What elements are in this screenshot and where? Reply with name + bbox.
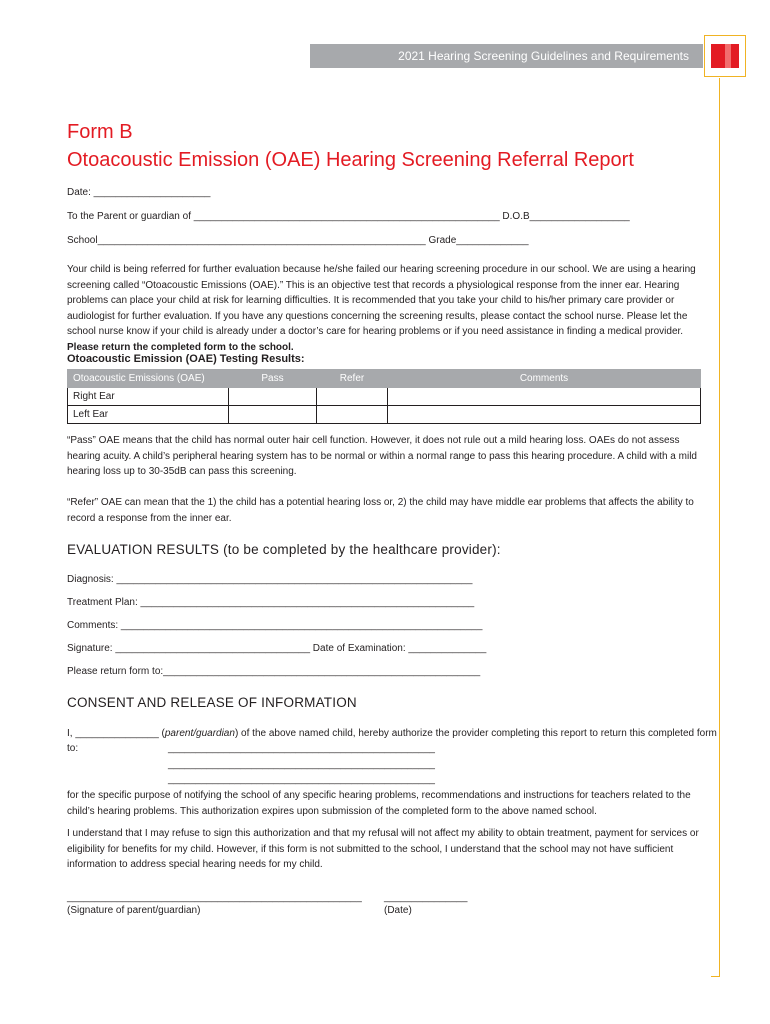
margin-rule-end: [711, 976, 720, 977]
refer-cell[interactable]: [317, 406, 388, 424]
column-header: Comments: [388, 370, 701, 388]
logo-highlight: [725, 44, 731, 68]
date-label: (Date): [384, 905, 412, 916]
table-row: [68, 388, 701, 406]
document-header: [310, 44, 703, 68]
consent-heading: CONSENT AND RELEASE OF INFORMATION: [67, 695, 357, 710]
return-address-line[interactable]: ________________________________________________: [168, 743, 435, 754]
row-label: Right Ear: [68, 388, 229, 406]
column-header: Refer: [317, 370, 388, 388]
parent-signature-label: (Signature of parent/guardian): [67, 905, 201, 916]
table-row: [68, 406, 701, 424]
results-heading: Otoacoustic Emission (OAE) Testing Results:: [67, 353, 305, 365]
refer-note: “Refer” OAE can mean that the 1) the child has a potential hearing loss or, 2) the child may have middle ear problems that affects the ability to record a response from the inner ear.: [67, 497, 694, 524]
form-label: Form B: [67, 121, 133, 143]
consent-understanding: I understand that I may refuse to sign this authorization and that my refusal will not affect my ability to obtain treatment, payment for services or eligibility for benefits for my child. However, if this form is not submitted to the school, I understand that the school may not have sufficient information to address special hearing needs for my child.: [67, 828, 699, 870]
intro-return-note: Please return the completed form to the school.: [67, 341, 294, 353]
parent-field[interactable]: To the Parent or guardian of _______________________________________________________ D.O.B__________________: [67, 211, 630, 222]
pass-cell[interactable]: [229, 388, 317, 406]
school-field[interactable]: School___________________________________________________________ Grade_____________: [67, 235, 529, 246]
comments-cell[interactable]: [388, 406, 701, 424]
treatment-plan-field[interactable]: Treatment Plan: ____________________________________________________________: [67, 597, 475, 608]
to-label: to:: [67, 743, 79, 754]
comments-field[interactable]: Comments: _________________________________________________________________: [67, 620, 483, 631]
return-address-line[interactable]: ________________________________________________: [168, 759, 435, 770]
comments-cell[interactable]: [388, 388, 701, 406]
evaluation-heading: EVALUATION RESULTS (to be completed by the healthcare provider):: [67, 542, 501, 557]
authorization-text: ) of the above named child, hereby authorize the provider completing this report to return this completed form: [234, 728, 717, 739]
column-header: Otoacoustic Emissions (OAE): [68, 370, 229, 388]
parent-signature-line[interactable]: _____________________________________________________: [67, 892, 362, 903]
date-field[interactable]: Date: _____________________: [67, 187, 211, 198]
pass-cell[interactable]: [229, 406, 317, 424]
margin-rule: [719, 78, 720, 976]
consent-purpose: for the specific purpose of notifying the school of any specific hearing problems, recommendations and instructions for teachers related to the child’s hearing problems. This authorization expires upon submission of the completed form to the above named school.: [67, 790, 691, 817]
guardian-name-field[interactable]: I, _______________ (: [67, 728, 165, 739]
guardian-role: parent/guardian: [164, 728, 235, 739]
signature-field[interactable]: Signature: ___________________________________ Date of Examination: ______________: [67, 643, 487, 654]
header-title: 2021 Hearing Screening Guidelines and Requirements: [398, 49, 689, 63]
results-table: [67, 369, 701, 424]
refer-cell[interactable]: [317, 388, 388, 406]
date-line[interactable]: _______________: [384, 892, 468, 903]
row-label: Left Ear: [68, 406, 229, 424]
consent-authorization: [67, 727, 717, 741]
table-header-row: [68, 370, 701, 388]
return-to-field[interactable]: Please return form to:_________________________________________________________: [67, 666, 481, 677]
intro-paragraph: [67, 262, 701, 355]
intro-text: Your child is being referred for further evaluation because he/she failed our hearing screening procedure in our school. We are using a hearing screening called “Otoacoustic Emissions (OAE).” This is an objective test that records a physiological response from the inner ear. Hearing problems can place your child at risk for learning difficulties. It is recommended that you take your child to his/her primary care provider or audiologist for further evaluation. If you have any questions concerning the screening results, please contact the school nurse. Please let the school nurse know if your child is already under a doctor’s care for hearing problems or if you need assistance in finding a medical provider.: [67, 264, 696, 337]
return-address-line[interactable]: ________________________________________________: [168, 774, 435, 785]
diagnosis-field[interactable]: Diagnosis: ________________________________________________________________: [67, 574, 473, 585]
column-header: Pass: [229, 370, 317, 388]
pass-note: “Pass” OAE means that the child has normal outer hair cell function. However, it does not rule out a mild hearing loss. OAEs do not assess hearing acuity. A child’s peripheral hearing system has to be normal or within a normal range to pass this hearing procedure. A child with a mild hearing loss up to 30-35dB can pass this screening.: [67, 435, 697, 477]
form-title: Otoacoustic Emission (OAE) Hearing Screening Referral Report: [67, 149, 634, 171]
